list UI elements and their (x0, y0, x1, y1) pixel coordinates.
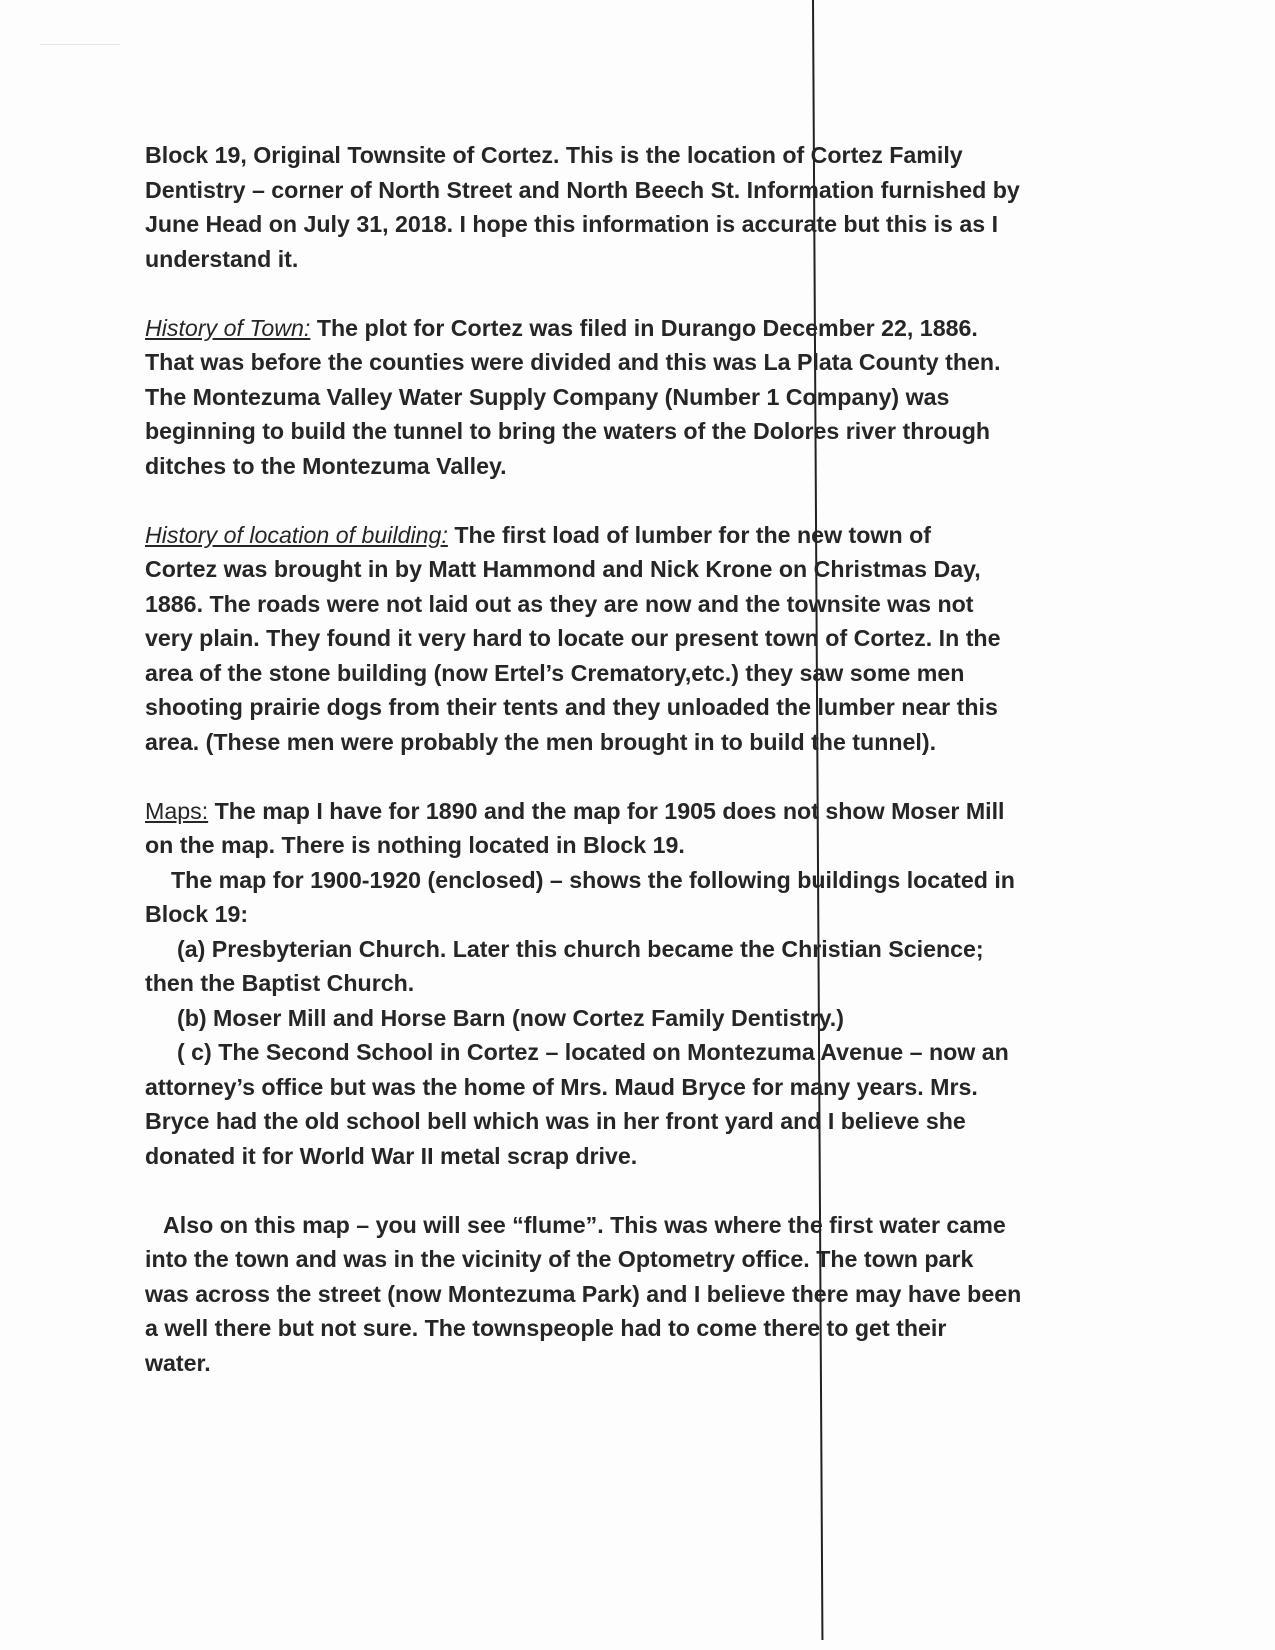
history-location-line: shooting prairie dogs from their tents and they unloaded the lumber near this (145, 694, 998, 720)
maps-line: on the map. There is nothing located in Block 19. (145, 832, 685, 858)
intro-line: Block 19, Original Townsite of Cortez. This is the location of Cortez Family (145, 142, 963, 168)
maps-paragraph (145, 794, 1145, 1174)
history-town-heading: History of Town: (145, 314, 311, 341)
history-location-line: Cortez was brought in by Matt Hammond and Nick Krone on Christmas Day, (145, 556, 981, 582)
intro-line: Dentistry – corner of North Street and North Beech St. Information furnished by (145, 176, 1020, 203)
flume-line: water. (145, 1349, 211, 1376)
maps-item-b: (b) Moser Mill and Horse Barn (now Cortez Family Dentistry.) (177, 1004, 844, 1031)
history-town-line: The Montezuma Valley Water Supply Company (Number 1 Company) was (145, 383, 950, 410)
document-body (145, 138, 1145, 1380)
history-location-line: area. (These men were probably the men brought in to build the tunnel). (145, 728, 937, 755)
maps-item-a: (a) Presbyterian Church. Later this church became the Christian Science; (177, 935, 984, 962)
history-town-paragraph (145, 311, 1145, 484)
intro-line: June Head on July 31, 2018. I hope this information is accurate but this is as I (145, 211, 999, 237)
history-location-line: area of the stone building (now Ertel’s Crematory,etc.) they saw some men (145, 659, 965, 686)
maps-first-line-text: The map I have for 1890 and the map for 1905 does not show Moser Mill (208, 797, 1005, 824)
history-location-paragraph (145, 518, 1145, 760)
intro-line: understand it. (145, 245, 299, 272)
maps-first-line (145, 794, 1145, 829)
history-town-line: beginning to build the tunnel to bring the waters of the Dolores river through (145, 418, 991, 444)
flume-line: a well there but not sure. The townspeople had to come there to get their (145, 1315, 947, 1341)
history-town-line: ditches to the Montezuma Valley. (145, 452, 507, 479)
history-town-first-line (145, 311, 1145, 346)
history-location-first-line (145, 518, 1145, 553)
maps-item-c-cont: donated it for World War II metal scrap drive. (145, 1142, 638, 1169)
flume-line: Also on this map – you will see “flume”. This was where the first water came (163, 1211, 1006, 1238)
flume-line: into the town and was in the vicinity of the Optometry office. The town park (145, 1246, 974, 1272)
history-location-first-line-text: The first load of lumber for the new town of (447, 521, 931, 548)
maps-heading: Maps: (145, 797, 209, 824)
flume-line: was across the street (now Montezuma Park) and I believe there may have been (145, 1280, 1022, 1307)
maps-item-a-cont: then the Baptist Church. (145, 970, 415, 996)
flume-paragraph (145, 1208, 1145, 1381)
scan-artifact-mark (40, 44, 120, 49)
maps-line: Block 19: (145, 901, 249, 927)
history-town-line: That was before the counties were divided and this was La Plata County then. (145, 349, 1001, 375)
maps-line: The map for 1900-1920 (enclosed) – shows the following buildings located in (171, 866, 1015, 893)
history-location-line: 1886. The roads were not laid out as they are now and the townsite was not (145, 590, 974, 617)
maps-item-c-cont: attorney’s office but was the home of Mrs. Maud Bryce for many years. Mrs. (145, 1073, 978, 1100)
maps-item-c-cont: Bryce had the old school bell which was in her front yard and I believe she (145, 1108, 966, 1134)
intro-paragraph (145, 138, 1145, 276)
history-town-first-line-text: The plot for Cortez was filed in Durango December 22, 1886. (310, 314, 978, 341)
maps-item-c: ( c) The Second School in Cortez – located on Montezuma Avenue – now an (177, 1039, 1009, 1065)
history-location-line: very plain. They found it very hard to locate our present town of Cortez. In the (145, 625, 1001, 651)
history-location-heading: History of location of building: (145, 521, 448, 548)
